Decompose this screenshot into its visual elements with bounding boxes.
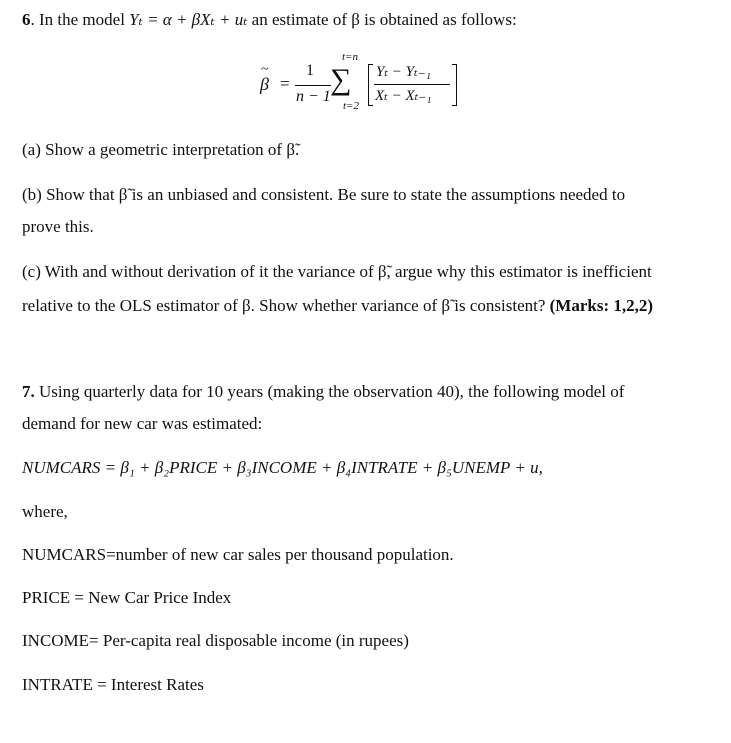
- formula-ratio-numerator: Yₜ − Yₜ₋₁: [376, 64, 431, 80]
- q7-line1: [22, 382, 624, 402]
- q7-def-intrate: INTRATE = Interest Rates: [22, 675, 204, 694]
- formula-right-bracket: [452, 64, 457, 106]
- formula-ratio-denominator: Xₜ − Xₜ₋₁: [375, 88, 432, 104]
- q6-part-a: (a) Show a geometric interpretation of β̃.: [22, 140, 300, 159]
- q6-part-b-line1: (b) Show that β̃ is an unbiased and consistent. Be sure to state the assumptions needed to: [22, 185, 626, 204]
- q6-marks: (Marks: 1,2,2): [549, 296, 654, 315]
- formula-sum-upper: t=n: [342, 51, 358, 63]
- q6-intro-a: . In the model: [30, 10, 130, 29]
- q7-def-price: PRICE = New Car Price Index: [22, 588, 232, 607]
- beta-tilde-formula: [258, 51, 478, 116]
- formula-frac-numerator: 1: [306, 62, 314, 79]
- q6-part-b-line2: prove this.: [22, 217, 94, 236]
- formula-frac-bar: [295, 85, 331, 86]
- q7-line2: demand for new car was estimated:: [22, 414, 263, 433]
- q7-where: where,: [22, 502, 68, 521]
- formula-left-bracket: [368, 64, 373, 106]
- q6-part-c-text: relative to the OLS estimator of β. Show whether variance of β̃ is consistent?: [22, 296, 550, 315]
- q7-def-income: INCOME= Per-capita real disposable income (in rupees): [22, 631, 409, 650]
- q7-equation: NUMCARS = β₁ + β₂PRICE + β₃INCOME + β₄INTRATE + β₅UNEMP + u,: [22, 458, 543, 477]
- formula-sum-lower: t=2: [343, 100, 359, 112]
- formula-sigma: ∑: [330, 63, 352, 96]
- formula-ratio-bar: [374, 84, 450, 85]
- q6-part-c-line1: (c) With and without derivation of it the variance of β̃, argue why this estimator is inefficient: [22, 262, 652, 281]
- q6-intro-b: an estimate of β is obtained as follows:: [247, 10, 517, 29]
- formula-lhs: ~ β: [260, 74, 269, 95]
- q6-number: 6: [22, 10, 31, 29]
- q6-part-c-line2: [22, 296, 653, 316]
- formula-equals: =: [280, 74, 290, 93]
- q7-def-numcars: NUMCARS=number of new car sales per thousand population.: [22, 545, 454, 564]
- q7-line1-text: Using quarterly data for 10 years (making the observation 40), the following model of: [34, 382, 625, 401]
- q6-intro: [22, 10, 517, 30]
- q6-model: Yₜ = α + βXₜ + uₜ: [129, 10, 248, 29]
- formula-frac-denominator: n − 1: [296, 88, 331, 105]
- q7-number: 7.: [22, 382, 35, 401]
